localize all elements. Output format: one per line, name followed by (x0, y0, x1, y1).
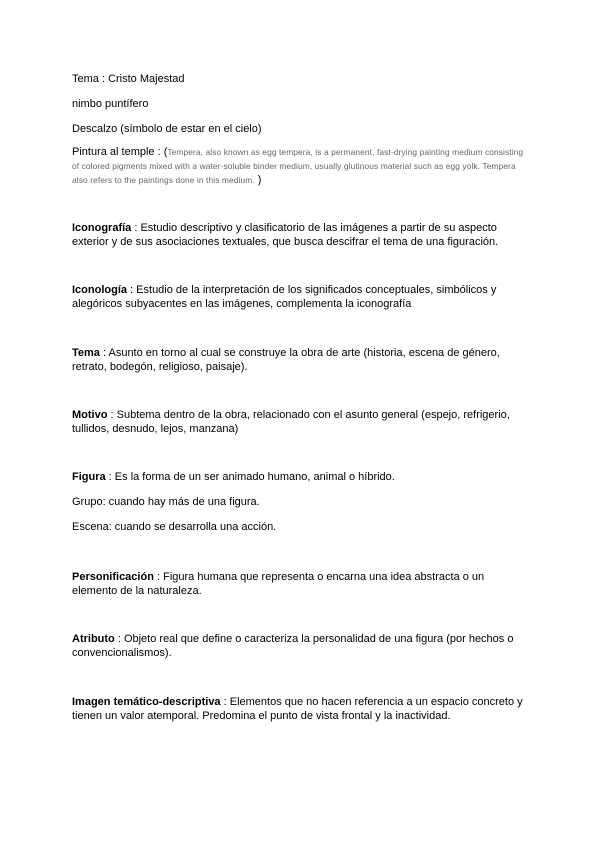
definition-text: Es la forma de un ser animado humano, animal o híbrido. (114, 471, 395, 483)
definition-separator: : (99, 347, 109, 359)
definition-term: Iconografía (72, 222, 132, 234)
definition-term: Tema (72, 347, 100, 359)
nimbo-line: nimbo puntífero (72, 98, 149, 110)
definition-text: Objeto real que define o caracteriza la personalidad de una figura (por hechos o convencionalismos). (72, 633, 514, 659)
definition-figura (72, 470, 530, 484)
definition-text: Figura humana que representa o encarna una idea abstracta o un elemento de la naturaleza. (72, 571, 485, 597)
definition-tema (72, 346, 530, 374)
definition-term: Iconología (72, 284, 127, 296)
definition-separator: : (131, 222, 141, 234)
definition-separator: : (107, 409, 117, 421)
definition-iconografia (72, 221, 530, 249)
descalzo-line: Descalzo (símbolo de estar en el cielo) (72, 123, 262, 135)
pintura-note: Tempera, also known as egg tempera, is a permanent, fast-drying painting medium consisting of colored pigments mixed with a water-soluble binder medium, usually glutinous material such as egg yolk. Tempera also refers to the paintings done in this medium. (72, 147, 524, 185)
grupo-line: Grupo: cuando hay más de una figura. (72, 496, 260, 508)
definition-text: Subtema dentro de la obra, relacionado con el asunto general (espejo, refrigerio, tullidos, desnudo, lejos, manzana) (72, 409, 510, 435)
pintura-paragraph (72, 145, 530, 187)
definition-text: Elementos que no hacen referencia a un espacio concreto y tienen un valor atemporal. Predomina el punto de vista frontal y la inactividad. (72, 696, 523, 722)
definition-text: Estudio descriptivo y clasificatorio de las imágenes a partir de su aspecto exterior y de sus asociaciones textuales, que busca descifrar el tema de una figuración. (72, 222, 499, 248)
tema-header-line: Tema : Cristo Majestad (72, 73, 185, 85)
definition-separator: : (220, 696, 230, 708)
definition-atributo (72, 632, 530, 660)
definition-imagen-tematico-descriptiva (72, 695, 530, 723)
definition-term: Personificación (72, 571, 154, 583)
definition-separator: : (105, 471, 115, 483)
definition-personificacion (72, 570, 530, 598)
definition-separator: : (153, 571, 164, 583)
definition-text: Asunto en torno al cual se construye la obra de arte (historia, escena de género, retrato, bodegón, religioso, paisaje). (72, 347, 500, 373)
definition-term: Atributo (72, 633, 115, 645)
escena-line: Escena: cuando se desarrolla una acción. (72, 521, 277, 533)
definition-term: Motivo (72, 409, 108, 421)
definition-text: Estudio de la interpretación de los significados conceptuales, simbólicos y alegóricos subyacentes en las imágenes, complementa la iconografía (72, 284, 497, 310)
definition-iconologia (72, 283, 530, 311)
definition-motivo (72, 408, 530, 436)
pintura-label: Pintura al temple : ( (72, 146, 168, 158)
definition-separator: : (127, 284, 137, 296)
definition-separator: : (114, 633, 124, 645)
definition-term: Figura (72, 471, 106, 483)
pintura-close: ) (254, 174, 262, 186)
definition-term: Imagen temático-descriptiva (72, 696, 221, 708)
